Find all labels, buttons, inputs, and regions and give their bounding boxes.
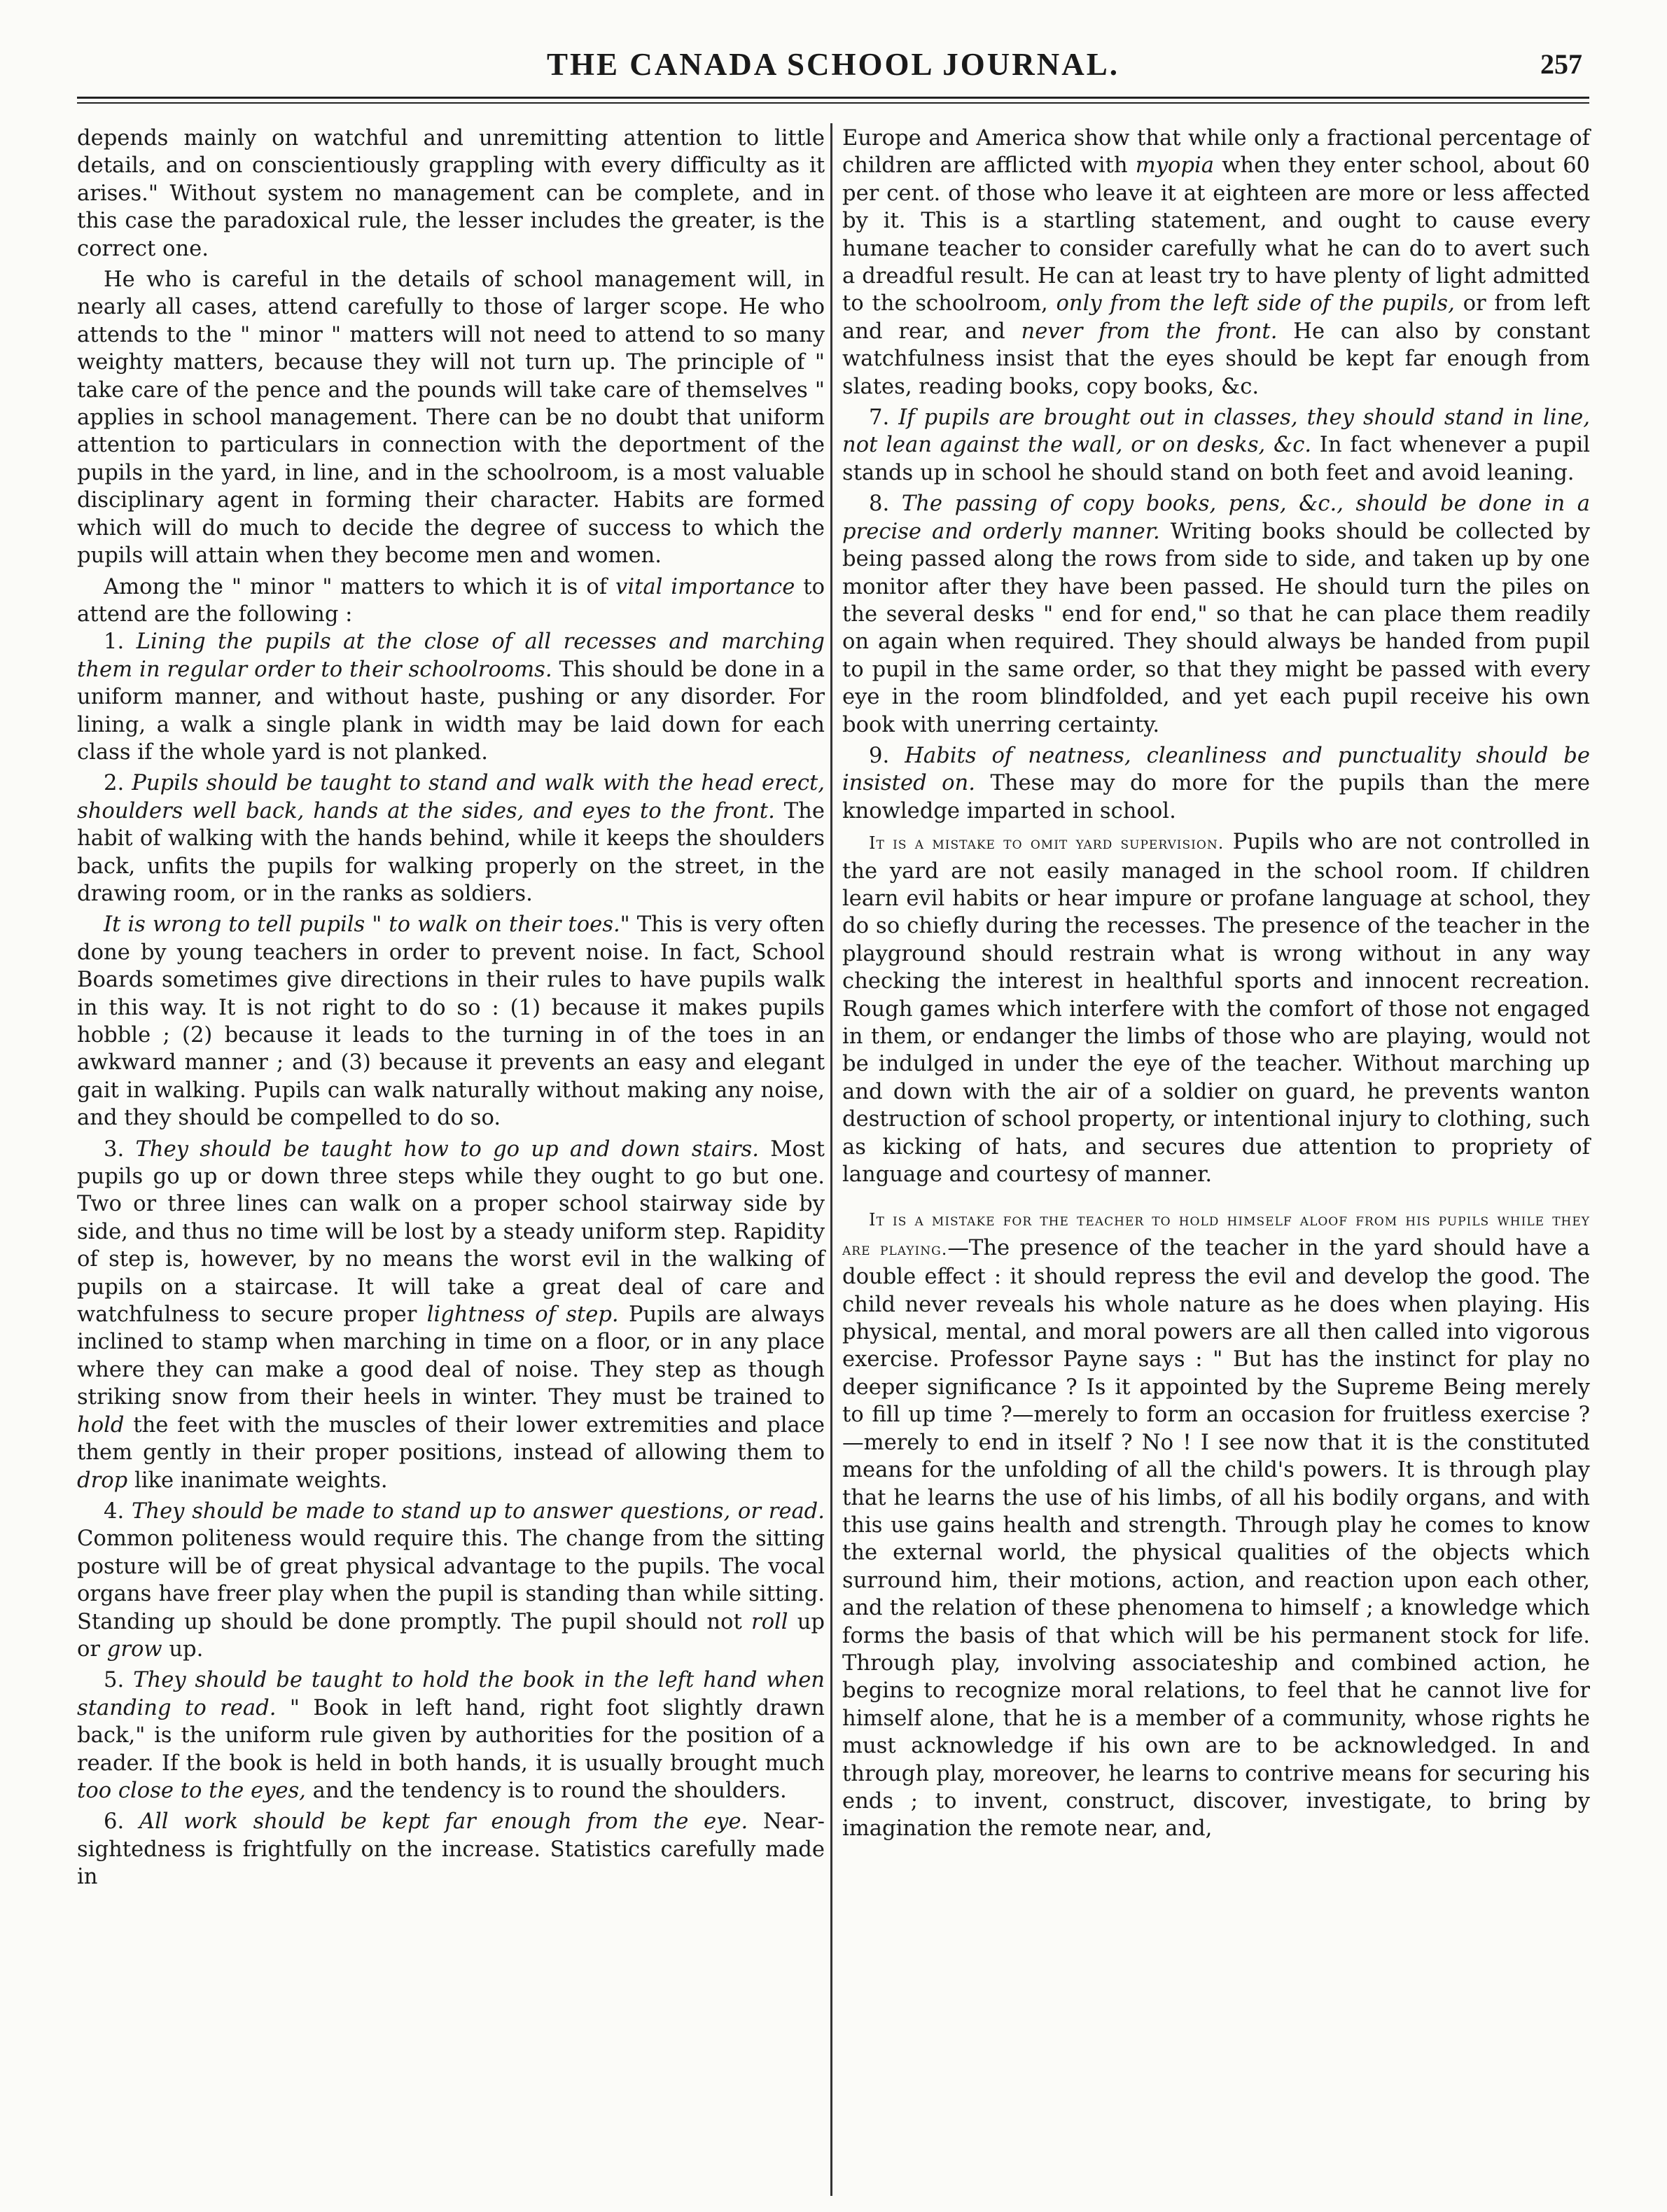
list-item: 9. Habits of neatness, cleanliness and punctuality should be insisted on. These may do more for the pupils than the mere knowledge imparted in school. bbox=[842, 743, 1590, 823]
page-number: 257 bbox=[1540, 48, 1582, 80]
list-item: 3. They should be taught how to go up and down stairs. Most pupils go up or down three steps while they ought to go but one. Two or three lines can walk on a proper school stairway side by side, and thus no time will be lost by a steady uniform step. Rapidity of step is, however, by no means the worst evil in the walking of pupils on a staircase. It will take a great deal of care and watchfulness to secure proper lightness of step. Pupils are always inclined to stamp when marching in time on a floor, or in any place where they can make a good deal of noise. They step as though striking snow from their heels in winter. They must be trained to hold the feet with the muscles of their lower extremities and place them gently in their proper positions, instead of allowing them to drop like inanimate weights. bbox=[77, 1136, 825, 1493]
section-heading: It is a mistake to omit yard supervision. bbox=[869, 833, 1225, 854]
paragraph: Among the " minor " matters to which it is of vital importance to attend are the following : bbox=[77, 574, 825, 627]
list-item: 6. All work should be kept far enough from the eye. Near-sightedness is frightfully on the increase. Statistics carefully made in bbox=[77, 1809, 825, 1890]
left-column bbox=[77, 125, 825, 1891]
right-column bbox=[842, 125, 1590, 1843]
paragraph: depends mainly on watchful and unremitting attention to little details, and on conscientiously grappling with every difficulty as it arises." Without system no management can be complete, and in this case the paradoxical rule, the lesser includes the greater, is the correct one. bbox=[77, 126, 825, 261]
journal-title: THE CANADA SCHOOL JOURNAL. bbox=[546, 47, 1120, 82]
list-item: 2. Pupils should be taught to stand and walk with the head erect, shoulders well back, hands at the sides, and eyes to the front. The habit of walking with the hands behind, while it keeps the shoulders back, unfits the pupils for walking properly on the street, in the drawing room, or in the ranks as soldiers. bbox=[77, 771, 825, 906]
section-paragraph: It is a mistake to omit yard supervision. Pupils who are not controlled in the yard are not easily managed in the school room. If children learn evil habits or hear impure or profane language at school, they do so chiefly during the recesses. The presence of the teacher in the playground should restrain what is wrong without in any way checking the interest in healthful sports and innocent recreation. Rough games which interfere with the comfort of those not engaged in them, or endanger the limbs of those who are playing, would not be indulged in under the eye of the teacher. Without marching up and down with the air of a soldier on guard, he prevents wanton destruction of school property, or intentional injury to clothing, such as kicking of hats, and secures due attention to propriety of language and courtesy of manner. bbox=[842, 830, 1590, 1188]
paragraph: Europe and America show that while only a fractional percentage of children are afflicted with myopia when they enter school, about 60 per cent. of those who leave it at eighteen are more or less affected by it. This is a startling statement, and ought to cause every humane teacher to consider carefully what he can do to avert such a dreadful result. He can at least try to have plenty of light admitted to the schoolroom, only from the left side of the pupils, or from left and rear, and never from the front. He can also by constant watchfulness insist that the eyes should be kept far enough from slates, reading books, copy books, &c. bbox=[842, 126, 1590, 399]
paragraph: It is wrong to tell pupils " to walk on their toes." This is very often done by young teachers in order to prevent noise. In fact, School Boards sometimes give directions in their rules to have pupils walk in this way. It is not right to do so : (1) because it makes pupils hobble ; (2) because it leads to the turning in of the toes in an awkward manner ; and (3) because it prevents an easy and elegant gait in walking. Pupils can walk naturally without making any noise, and they should be compelled to do so. bbox=[77, 912, 825, 1131]
section-heading: It is a mistake for the teacher to hold himself aloof from his pupils while they are playing. bbox=[842, 1210, 1590, 1259]
list-item: 7. If pupils are brought out in classes, they should stand in line, not lean against the wall, or on desks, &c. In fact whenever a pupil stands up in school he should stand on both feet and avoid leaning. bbox=[842, 405, 1590, 485]
page-header bbox=[77, 41, 1589, 104]
header-rule-top bbox=[77, 97, 1589, 99]
paragraph: He who is careful in the details of school management will, in nearly all cases, attend carefully to those of larger scope. He who attends to the " minor " matters will not need to attend to so many weighty matters, because they will not turn up. The principle of " take care of the pence and the pounds will take care of themselves " applies in school management. There can be no doubt that uniform attention to particulars in connection with the deportment of the pupils in the yard, in line, and in the schoolroom, is a most valuable disciplinary agent in forming their character. Habits are formed which will do much to decide the degree of success to which the pupils will attain when they become men and women. bbox=[77, 267, 825, 569]
column-divider bbox=[830, 123, 832, 2196]
list-item: 1. Lining the pupils at the close of all recesses and marching them in regular order to their schoolrooms. This should be done in a uniform manner, and without haste, pushing or any disorder. For lining, a walk a single plank in width may be laid down for each class if the whole yard is not planked. bbox=[77, 629, 825, 765]
list-item: 5. They should be taught to hold the book in the left hand when standing to read. " Book in left hand, right foot slightly drawn back," is the uniform rule given by authorities for the position of a reader. If the book is held in both hands, it is usually brought much too close to the eyes, and the tendency is to round the shoulders. bbox=[77, 1668, 825, 1803]
list-item: 8. The passing of copy books, pens, &c., should be done in a precise and orderly manner. Writing books should be collected by being passed along the rows from side to side, and taken up by one monitor after they have been passed. He should turn the piles on the several desks " end for end," so that he can place them readily on again when required. They should always be handed from pupil to pupil in the same order, so that they might be passed with every eye in the room blindfolded, and yet each pupil receive his own book with unerring certainty. bbox=[842, 492, 1591, 737]
section-paragraph: It is a mistake for the teacher to hold himself aloof from his pupils while they are playing.—The presence of the teacher in the yard should have a double effect : it should repress the evil and develop the good. The child never reveals his whole nature as he does when playing. His physical, mental, and moral powers are all then called into vigorous exercise. Professor Payne says : " But has the instinct for play no deeper significance ? Is it appointed by the Supreme Being merely to fill up time ?—merely to form an occasion for fruitless exercise ?—merely to end in itself ? No ! I see now that it is the constituted means for the unfolding of all the child's powers. It is through play that he learns the use of his limbs, of all his bodily organs, and with this use gains health and strength. Through play he comes to know the external world, the physical qualities of the objects which surround him, their motions, action, and reaction upon each other, and the relation of these phenomena to himself ; a knowledge which forms the basis of that which will be his permanent stock for life. Through play, involving associateship and combined action, he begins to recognize moral relations, to feel that he cannot live for himself alone, that he is a member of a community, whose rights he must acknowledge if his own are to be acknowledged. In and through play, moreover, he learns to contrive means for securing his ends ; to invent, construct, discover, investigate, to bring by imagination the remote near, and, bbox=[842, 1210, 1590, 1842]
list-item: 4. They should be made to stand up to answer questions, or read. Common politeness would require this. The change from the sitting posture will be of great physical advantage to the pupils. The vocal organs have freer play when the pupil is standing than while sitting. Standing up should be done promptly. The pupil should not roll up or grow up. bbox=[77, 1498, 825, 1662]
header-rule-bottom bbox=[77, 102, 1589, 104]
